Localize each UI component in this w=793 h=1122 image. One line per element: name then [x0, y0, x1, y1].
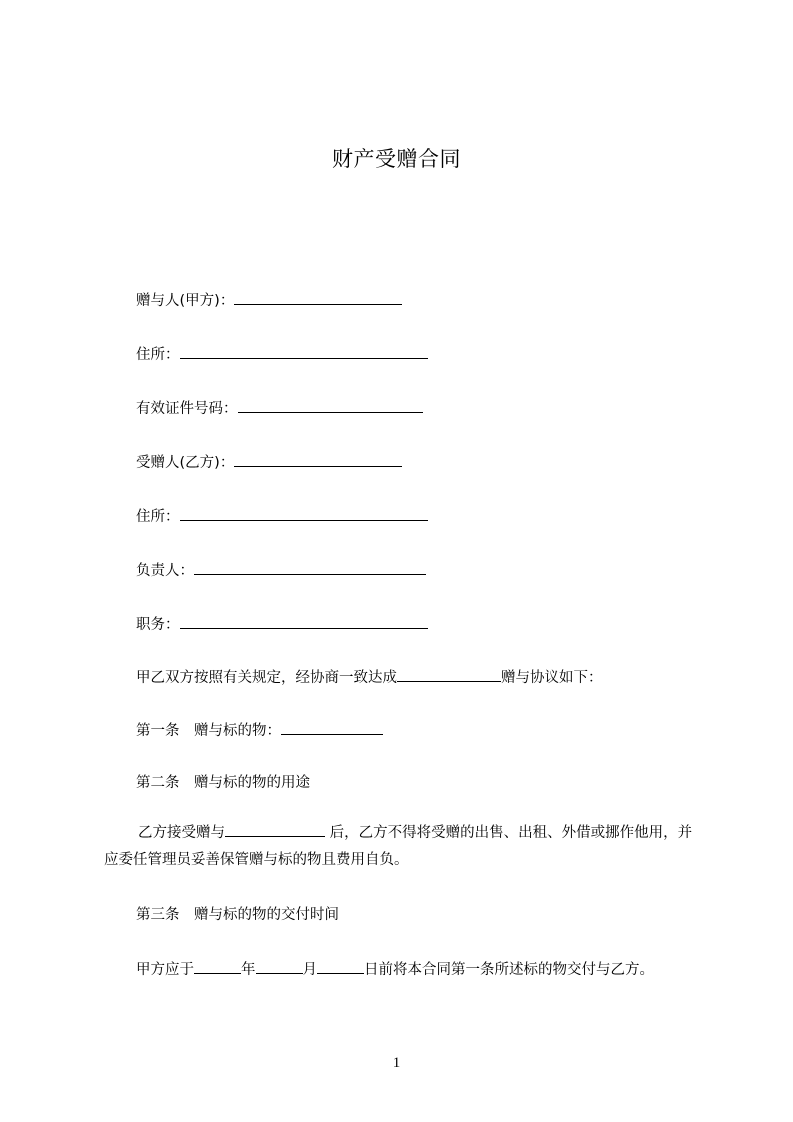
- donor-id-label: 有效证件号码：: [136, 401, 238, 417]
- year-blank[interactable]: [194, 959, 241, 974]
- donor-blank[interactable]: [234, 290, 402, 305]
- article2-paragraph: [104, 820, 700, 874]
- article3-suffix: 日前将本合同第一条所述标的物交付与乙方。: [364, 962, 654, 978]
- article3-title: 第三条 赠与标的物的交付时间: [136, 907, 339, 923]
- donee-address-blank[interactable]: [180, 506, 428, 521]
- principal-label: 负责人：: [136, 563, 194, 579]
- article2-blank[interactable]: [225, 822, 325, 837]
- year-label: 年: [241, 962, 256, 978]
- position-label: 职务：: [136, 617, 180, 633]
- principal-line: [136, 560, 426, 581]
- day-blank[interactable]: [317, 959, 364, 974]
- donor-id-blank[interactable]: [238, 398, 423, 413]
- position-blank[interactable]: [180, 614, 428, 629]
- donor-address-label: 住所：: [136, 347, 180, 363]
- principal-blank[interactable]: [194, 560, 426, 575]
- page-number: 1: [392, 1055, 401, 1071]
- donor-address-blank[interactable]: [180, 344, 428, 359]
- month-label: 月: [302, 962, 317, 978]
- agreement-prefix: 甲乙双方按照有关规定，经协商一致达成: [136, 670, 397, 686]
- donee-blank[interactable]: [234, 452, 402, 467]
- agreement-blank[interactable]: [397, 667, 501, 682]
- donee-label: 受赠人(乙方)：: [136, 455, 235, 471]
- donor-address-line: [136, 344, 428, 365]
- article2-title: 第二条 赠与标的物的用途: [136, 775, 310, 791]
- article1-label: 第一条 赠与标的物：: [136, 723, 281, 739]
- article1-line: [136, 720, 383, 741]
- article2-text-suffix: 后，乙方不得将受赠的出售、出租、外借或挪作他用，并应委任管理员妥善保管赠与标的物且费用自负。: [104, 825, 693, 868]
- document-title: 财产受赠合同: [332, 147, 461, 171]
- article2-text-prefix: 乙方接受赠与: [138, 825, 225, 841]
- agreement-line: [136, 667, 603, 688]
- agreement-suffix: 赠与协议如下：: [501, 670, 603, 686]
- article3-prefix: 甲方应于: [136, 962, 194, 978]
- article3-line: [136, 959, 654, 980]
- donee-address-line: [136, 506, 428, 527]
- donee-line: [136, 452, 402, 473]
- article1-blank[interactable]: [281, 720, 383, 735]
- donor-label: 赠与人(甲方)：: [136, 293, 235, 309]
- position-line: [136, 614, 428, 635]
- donee-address-label: 住所：: [136, 509, 180, 525]
- donor-id-line: [136, 398, 423, 419]
- month-blank[interactable]: [256, 959, 303, 974]
- donor-line: [136, 290, 402, 311]
